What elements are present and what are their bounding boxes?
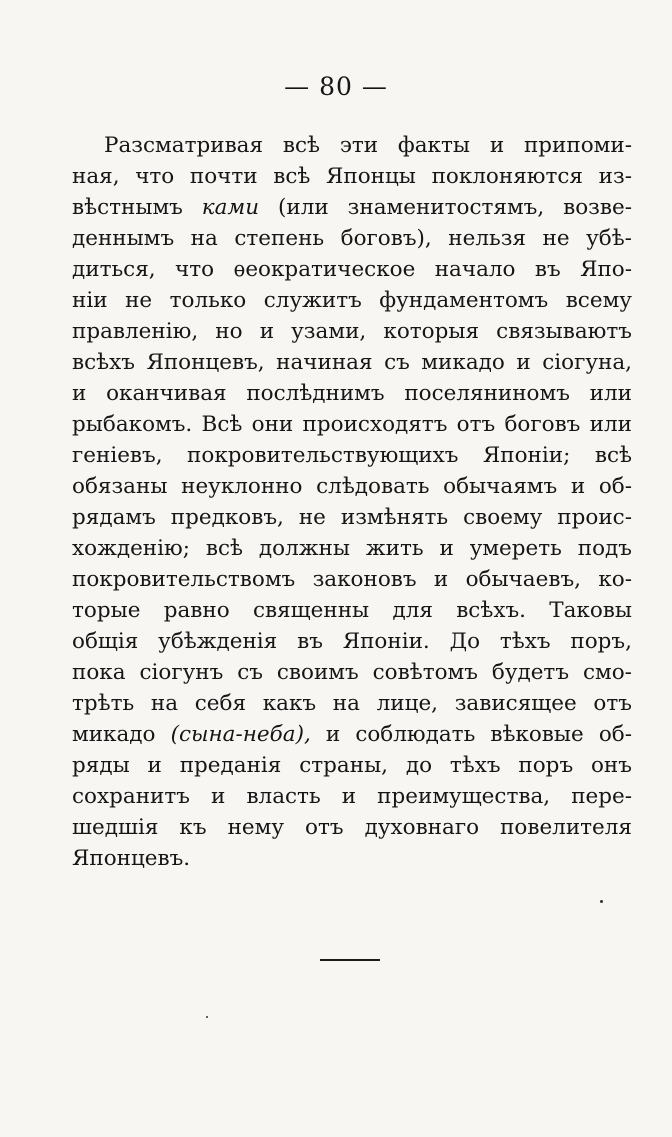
word: власть — [246, 784, 321, 809]
word: ряды — [72, 753, 130, 778]
text-line — [72, 161, 632, 192]
word: и — [325, 722, 341, 747]
body-paragraph — [72, 130, 632, 874]
word: и — [439, 536, 454, 561]
text-line — [72, 347, 632, 378]
word: равно — [163, 598, 230, 623]
text-line — [72, 750, 632, 781]
word: что — [135, 164, 175, 189]
word: отъ — [456, 412, 496, 437]
word: послѣднимъ — [246, 381, 385, 406]
word: служитъ — [263, 288, 362, 313]
closing-rule — [320, 959, 380, 961]
text-line — [72, 471, 632, 502]
word: всему — [565, 288, 632, 313]
word: убѣжденія — [158, 629, 278, 654]
word: и — [489, 133, 505, 158]
word: или — [589, 412, 632, 437]
word: смо- — [582, 660, 632, 685]
word: къ — [179, 815, 207, 840]
word: слѣдовать — [316, 474, 430, 499]
word: только — [169, 288, 247, 313]
word: степень — [234, 226, 325, 251]
word: себя — [194, 691, 247, 716]
word: должны — [258, 536, 350, 561]
word: умереть — [469, 536, 562, 561]
word: из- — [598, 164, 632, 189]
word: хожденію; — [72, 536, 190, 561]
text-line — [72, 533, 632, 564]
word: связываютъ — [496, 319, 632, 344]
word: всѣ — [273, 164, 311, 189]
word: зависящее — [454, 691, 577, 716]
word: они — [251, 412, 294, 437]
word: факты — [397, 133, 470, 158]
word: рыбакомъ. — [72, 412, 193, 437]
word: не — [125, 288, 153, 313]
word: правленію, — [72, 319, 199, 344]
word: геніевъ, — [72, 443, 163, 468]
word: Всѣ — [201, 412, 243, 437]
print-speck — [600, 900, 603, 903]
word: начиная — [276, 350, 373, 375]
word: повелителя — [500, 815, 632, 840]
word: Таковы — [549, 598, 632, 623]
word: всѣхъ — [72, 350, 135, 375]
word: и — [211, 784, 226, 809]
word: боговъ), — [340, 226, 432, 251]
word: священны — [252, 598, 370, 623]
word: убѣ- — [586, 226, 632, 251]
word: жить — [365, 536, 424, 561]
word: и — [433, 567, 449, 592]
word: Японцевъ, — [146, 350, 265, 375]
word: соблюдать — [355, 722, 476, 747]
word: духовнаго — [364, 815, 480, 840]
word: узами, — [291, 319, 367, 344]
word: какъ — [262, 691, 317, 716]
word: ѳеократическое — [233, 257, 416, 282]
word: покровительствомъ — [72, 567, 296, 592]
word: что — [175, 257, 215, 282]
word: Разсматривая — [104, 133, 264, 158]
word: шедшія — [72, 815, 159, 840]
word: всѣ — [205, 536, 243, 561]
text-line — [72, 285, 632, 316]
word: эти — [339, 133, 379, 158]
word: онъ — [590, 753, 632, 778]
word: сохранитъ — [72, 784, 190, 809]
word: всѣ — [282, 133, 321, 158]
word: всѣхъ. — [456, 598, 526, 623]
word: тѣхъ — [449, 753, 501, 778]
word: и — [147, 753, 162, 778]
word: обычаевъ, — [465, 567, 581, 592]
text-line — [72, 843, 632, 874]
word: своимъ — [276, 660, 359, 685]
print-speck — [206, 1016, 208, 1018]
word: законовъ — [312, 567, 417, 592]
word: припоми- — [523, 133, 632, 158]
word: и — [72, 381, 87, 406]
word: отъ — [593, 691, 632, 716]
text-line — [72, 626, 632, 657]
word: для — [392, 598, 433, 623]
word: на — [190, 226, 218, 251]
word: поклоняются — [431, 164, 583, 189]
word: об- — [598, 722, 632, 747]
word: Японіи; — [482, 443, 571, 468]
word: Японцы — [326, 164, 416, 189]
word: До — [449, 629, 481, 654]
text-line — [72, 223, 632, 254]
word: покровительствующихъ — [187, 443, 459, 468]
word: вѣковые — [490, 722, 584, 747]
text-line — [72, 657, 632, 688]
word: измѣнять — [340, 505, 449, 530]
word: неуклонно — [181, 474, 303, 499]
word: нельзя — [448, 226, 526, 251]
text-line — [72, 502, 632, 533]
word: предковъ, — [170, 505, 284, 530]
word: ко- — [598, 567, 632, 592]
word: въ — [297, 629, 323, 654]
word: преданія — [179, 753, 282, 778]
word: будетъ — [491, 660, 570, 685]
word: сіогуна, — [542, 350, 632, 375]
word: Японцевъ. — [72, 846, 191, 871]
word: торые — [72, 598, 141, 623]
word: возве- — [563, 195, 632, 220]
word: которыя — [383, 319, 480, 344]
word: до — [405, 753, 433, 778]
text-line — [72, 316, 632, 347]
word: об- — [598, 474, 632, 499]
word: ніи — [72, 288, 108, 313]
word: не — [542, 226, 570, 251]
word: общія — [72, 629, 139, 654]
word: пока — [72, 660, 126, 685]
word: почти — [189, 164, 258, 189]
word: не — [298, 505, 326, 530]
word: съ — [237, 660, 263, 685]
text-line — [72, 130, 632, 161]
word: своему — [463, 505, 543, 530]
word: на — [150, 691, 179, 716]
word: но — [215, 319, 243, 344]
word: (сына-неба), — [170, 722, 311, 747]
text-line — [72, 378, 632, 409]
word: подъ — [577, 536, 632, 561]
text-line — [72, 595, 632, 626]
text-line — [72, 688, 632, 719]
word: въ — [534, 257, 561, 282]
page-number: — 80 — — [284, 72, 388, 101]
word: пере- — [571, 784, 632, 809]
text-line — [72, 254, 632, 285]
word: лице, — [376, 691, 439, 716]
text-line — [72, 719, 632, 750]
word: ная, — [72, 164, 120, 189]
word: деннымъ — [72, 226, 175, 251]
word: отъ — [305, 815, 344, 840]
word: трѣть — [72, 691, 135, 716]
word: нему — [227, 815, 285, 840]
word: страны, — [299, 753, 389, 778]
word: поръ, — [570, 629, 632, 654]
word: или — [589, 381, 632, 406]
word: вѣстнымъ — [72, 195, 183, 220]
text-line — [72, 781, 632, 812]
word: ками — [201, 195, 260, 220]
word: сіогунъ — [139, 660, 224, 685]
word: поселяниномъ — [404, 381, 570, 406]
word: оканчивая — [106, 381, 227, 406]
word: преимущества, — [377, 784, 551, 809]
word: рядамъ — [72, 505, 156, 530]
word: и — [570, 474, 586, 499]
word: Япо- — [580, 257, 632, 282]
text-line — [72, 812, 632, 843]
word: диться, — [72, 257, 156, 282]
word: происходятъ — [302, 412, 448, 437]
text-line — [72, 192, 632, 223]
word: и — [341, 784, 357, 809]
word: знаменитостямъ, — [347, 195, 545, 220]
word: проис- — [557, 505, 632, 530]
text-line — [72, 409, 632, 440]
word: микадо — [72, 722, 156, 747]
word: совѣтомъ — [372, 660, 478, 685]
word: всѣ — [594, 443, 632, 468]
word: и — [516, 350, 531, 375]
word: обязаны — [72, 474, 168, 499]
word: съ — [384, 350, 410, 375]
text-line — [72, 564, 632, 595]
word: (или — [278, 195, 329, 220]
word: фундаментомъ — [379, 288, 549, 313]
word: обычаямъ — [443, 474, 558, 499]
word: микадо — [421, 350, 505, 375]
word: начало — [434, 257, 516, 282]
word: на — [332, 691, 360, 716]
text-line — [72, 440, 632, 471]
word: тѣхъ — [499, 629, 551, 654]
word: поръ — [518, 753, 574, 778]
word: боговъ — [504, 412, 581, 437]
word: Японіи. — [342, 629, 430, 654]
word: и — [259, 319, 275, 344]
